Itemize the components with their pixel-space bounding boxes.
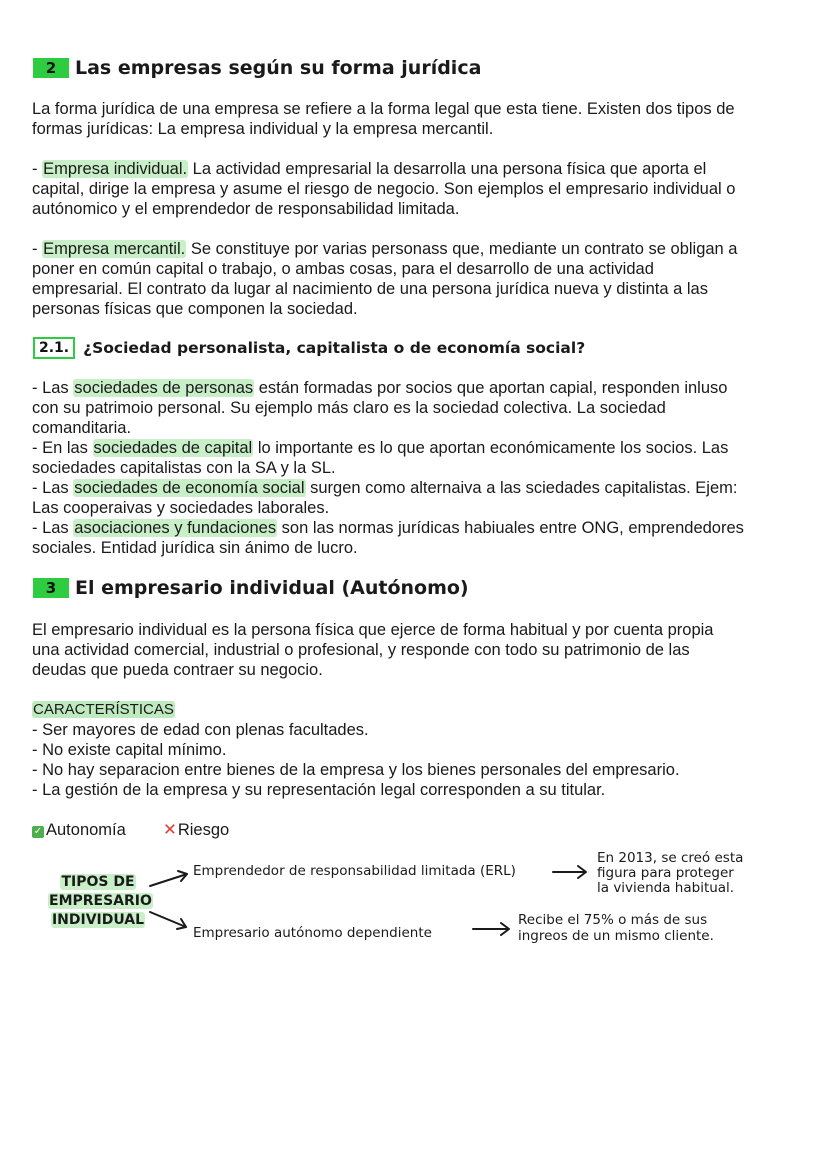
text-line: La actividad empresarial la desarrolla una persona física que aporta el (188, 160, 707, 178)
dash: - (32, 240, 43, 258)
note-line: ingreos de un mismo cliente. (518, 928, 714, 944)
text-line: Las cooperaivas y sociedades laborales. (32, 499, 330, 517)
text-line: con su patrimoio personal. Su ejemplo más claro es la sociedad colectiva. La sociedad (32, 399, 666, 417)
dependiente-note (518, 912, 714, 944)
list-item: - No existe capital mínimo. (32, 741, 227, 759)
text-line: están formadas por socios que aportan capial, responden inluso (254, 379, 728, 397)
text-line: comanditaria. (32, 419, 132, 437)
dash: - (32, 160, 43, 178)
text-line: personas físicas que componen la sociedad. (32, 300, 358, 318)
highlighted-term: sociedades de economía social (74, 479, 305, 497)
text-line: sociedades capitalistas con la SA y la SL. (32, 459, 336, 477)
list-item: - Ser mayores de edad con plenas facultades. (32, 721, 369, 739)
highlighted-term: sociedades de capital (93, 439, 253, 457)
con-label: Riesgo (177, 821, 230, 839)
arrow-icon (553, 866, 586, 878)
text-line: La forma jurídica de una empresa se refiere a la forma legal que esta tiene. Existen dos tipos de (32, 100, 735, 118)
pro-label: Autonomía (46, 821, 126, 839)
text-line: - Las (32, 379, 74, 397)
text-line: El empresario individual es la persona física que ejerce de forma habitual y por cuenta propia (32, 621, 714, 639)
list-item: - La gestión de la empresa y su representación legal corresponden a su titular. (32, 781, 606, 799)
subsection-number-badge: 2.1. (33, 337, 75, 359)
erl-label: Emprendedor de responsabilidad limitada (ERL) (193, 863, 516, 879)
text-line: Se constituye por varias personass que, mediante un contrato se obligan a (186, 240, 738, 258)
section-number-badge: 3 (33, 578, 69, 598)
highlighted-term: sociedades de personas (74, 379, 254, 397)
text-line: - En las (32, 439, 93, 457)
section-number-badge: 2 (33, 58, 69, 78)
cross-mark-icon: ✕ (163, 821, 177, 839)
list-item: - No hay separacion entre bienes de la empresa y los bienes personales del empresario. (32, 761, 680, 779)
erl-note (597, 851, 743, 896)
arrow-icon (473, 923, 509, 935)
section-2-title: Las empresas según su forma jurídica (75, 57, 482, 79)
text-line: - Las (32, 479, 74, 497)
note-line: Recibe el 75% o más de sus (518, 912, 708, 928)
text-line: empresarial. El contrato da lugar al nacimiento de una persona jurídica nueva y distinta a las (32, 280, 708, 298)
text-line: deudas que pueda contraer su negocio. (32, 661, 323, 679)
text-line: capital, dirige la empresa y asume el riesgo de negocio. Son ejemplos el empresario individual o (32, 180, 736, 198)
text-line: son las normas jurídicas habiuales entre ONG, emprendedores (277, 519, 744, 537)
note-line: En 2013, se creó esta (597, 850, 744, 866)
text-line: sociales. Entidad jurídica sin ánimo de lucro. (32, 539, 358, 557)
text-line: una actividad comercial, industrial o profesional, y responde con todo su patrimonio de las (32, 641, 690, 659)
note-line: la vivienda habitual. (597, 880, 735, 896)
arrow-icon (150, 912, 186, 929)
text-line: poner en común capital o trabajo, o ambas cosas, para el desarrollo de una actividad (32, 260, 654, 278)
highlighted-term: Empresa mercantil. (43, 240, 186, 258)
caracteristicas-label: CARACTERÍSTICAS (33, 701, 174, 718)
dependiente-label: Empresario autónomo dependiente (193, 925, 432, 941)
arrow-icon (150, 871, 187, 886)
tipos-label-line: EMPRESARIO (49, 893, 152, 909)
highlighted-term: asociaciones y fundaciones (74, 519, 277, 537)
text-line: formas jurídicas: La empresa individual y la empresa mercantil. (32, 120, 494, 138)
section-2-1-title: ¿Sociedad personalista, capitalista o de economía social? (83, 339, 586, 357)
highlighted-term: Empresa individual. (43, 160, 188, 178)
note-line: figura para proteger (597, 865, 734, 881)
text-line: lo importante es lo que aportan económicamente los socios. Las (253, 439, 729, 457)
text-line: surgen como alternaiva a las sciedades capitalistas. Ejem: (305, 479, 738, 497)
text-line: autónomico y el emprendedor de responsabilidad limitada. (32, 200, 460, 218)
text-line: - Las (32, 519, 74, 537)
section-3-title: El empresario individual (Autónomo) (75, 577, 469, 599)
tipos-label-line: TIPOS DE (61, 874, 135, 890)
check-mark-icon: ✓ (33, 826, 43, 837)
tipos-label-line: INDIVIDUAL (51, 912, 145, 928)
